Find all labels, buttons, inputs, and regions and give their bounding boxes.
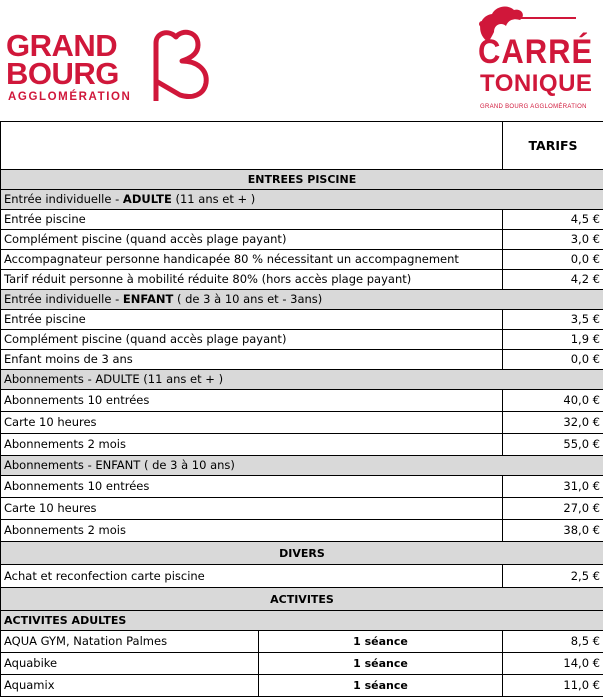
heart-b-icon [146, 29, 212, 103]
row-price: 4,2 € [503, 270, 603, 290]
row-price: 8,5 € [503, 631, 603, 653]
tarifs-table [0, 121, 603, 697]
row-price: 3,5 € [503, 310, 603, 330]
row-label: Abonnements 10 entrées [1, 476, 503, 498]
row-label: Abonnements 2 mois [1, 520, 503, 542]
price-row [1, 476, 603, 498]
price-row [1, 210, 603, 230]
section-title: DIVERS [1, 542, 603, 565]
row-unit: 1 séance [259, 675, 503, 697]
section-title: ACTIVITES [1, 588, 603, 611]
carre-tonique-logo-line2: TONIQUE [480, 70, 592, 98]
row-label: Abonnements 2 mois [1, 434, 503, 456]
row-price: 1,9 € [503, 330, 603, 350]
tarifs-header: TARIFS [503, 122, 603, 170]
row-label: Aquamix [1, 675, 259, 697]
row-price: 4,5 € [503, 210, 603, 230]
subsection-row [1, 611, 603, 631]
logo-rule [520, 17, 576, 19]
row-unit: 1 séance [259, 631, 503, 653]
carre-tonique-logo-line3: GRAND BOURG AGGLOMÉRATION [480, 104, 587, 110]
price-row [1, 230, 603, 250]
subsection-title: Abonnements - ADULTE (11 ans et + ) [1, 370, 603, 390]
row-label: Abonnements 10 entrées [1, 390, 503, 412]
row-label: Complément piscine (quand accès plage payant) [1, 230, 503, 250]
carre-tonique-logo [460, 4, 600, 116]
header-blank-cell [1, 122, 503, 170]
carre-tonique-logo-line1: CARRÉ [478, 32, 593, 72]
price-row [1, 250, 603, 270]
row-price: 38,0 € [503, 520, 603, 542]
subsection-row [1, 190, 603, 210]
price-row [1, 390, 603, 412]
row-label: AQUA GYM, Natation Palmes [1, 631, 259, 653]
row-label: Tarif réduit personne à mobilité réduite 80% (hors accès plage payant) [1, 270, 503, 290]
price-row [1, 330, 603, 350]
subsection-title-suffix: ( de 3 à 10 ans et - 3ans) [173, 292, 322, 306]
activity-row [1, 675, 603, 697]
section-header-row [1, 588, 603, 611]
price-row [1, 310, 603, 330]
header-logos [0, 0, 603, 121]
subsection-title [1, 290, 603, 310]
price-row [1, 270, 603, 290]
row-label: Entrée piscine [1, 310, 503, 330]
row-price: 32,0 € [503, 412, 603, 434]
grand-bourg-logo-line2: BOURG [6, 56, 119, 92]
activity-row [1, 653, 603, 675]
row-label: Entrée piscine [1, 210, 503, 230]
row-price: 14,0 € [503, 653, 603, 675]
activity-row [1, 631, 603, 653]
price-row [1, 520, 603, 542]
subsection-row [1, 370, 603, 390]
grand-bourg-logo-line3: AGGLOMÉRATION [8, 91, 131, 103]
subsection-title: ACTIVITES ADULTES [1, 611, 603, 631]
subsection-title-prefix: Entrée individuelle - [4, 192, 123, 206]
row-label: Enfant moins de 3 ans [1, 350, 503, 370]
price-row [1, 434, 603, 456]
section-header-row [1, 170, 603, 190]
row-price: 55,0 € [503, 434, 603, 456]
subsection-title-suffix: (11 ans et + ) [172, 192, 255, 206]
subsection-row [1, 456, 603, 476]
row-price: 40,0 € [503, 390, 603, 412]
row-label: Aquabike [1, 653, 259, 675]
row-price: 0,0 € [503, 250, 603, 270]
subsection-title-emphasis: ENFANT [123, 292, 173, 306]
subsection-title-prefix: Entrée individuelle - [4, 292, 123, 306]
row-price: 3,0 € [503, 230, 603, 250]
row-price: 0,0 € [503, 350, 603, 370]
grand-bourg-logo [0, 24, 215, 109]
price-row [1, 350, 603, 370]
section-header-row [1, 542, 603, 565]
price-row [1, 565, 603, 588]
row-label: Carte 10 heures [1, 498, 503, 520]
row-unit: 1 séance [259, 653, 503, 675]
subsection-title [1, 190, 603, 210]
row-price: 31,0 € [503, 476, 603, 498]
subsection-title-emphasis: ADULTE [123, 192, 172, 206]
table-header-row [1, 122, 603, 170]
section-title: ENTREES PISCINE [1, 170, 603, 190]
row-label: Carte 10 heures [1, 412, 503, 434]
subsection-row [1, 290, 603, 310]
row-price: 2,5 € [503, 565, 603, 588]
subsection-title: Abonnements - ENFANT ( de 3 à 10 ans) [1, 456, 603, 476]
price-row [1, 498, 603, 520]
grand-bourg-logo-line1: GRAND [6, 28, 117, 64]
row-label: Achat et reconfection carte piscine [1, 565, 503, 588]
row-label: Complément piscine (quand accès plage payant) [1, 330, 503, 350]
row-label: Accompagnateur personne handicapée 80 % nécessitant un accompagnement [1, 250, 503, 270]
row-price: 27,0 € [503, 498, 603, 520]
price-row [1, 412, 603, 434]
row-price: 11,0 € [503, 675, 603, 697]
